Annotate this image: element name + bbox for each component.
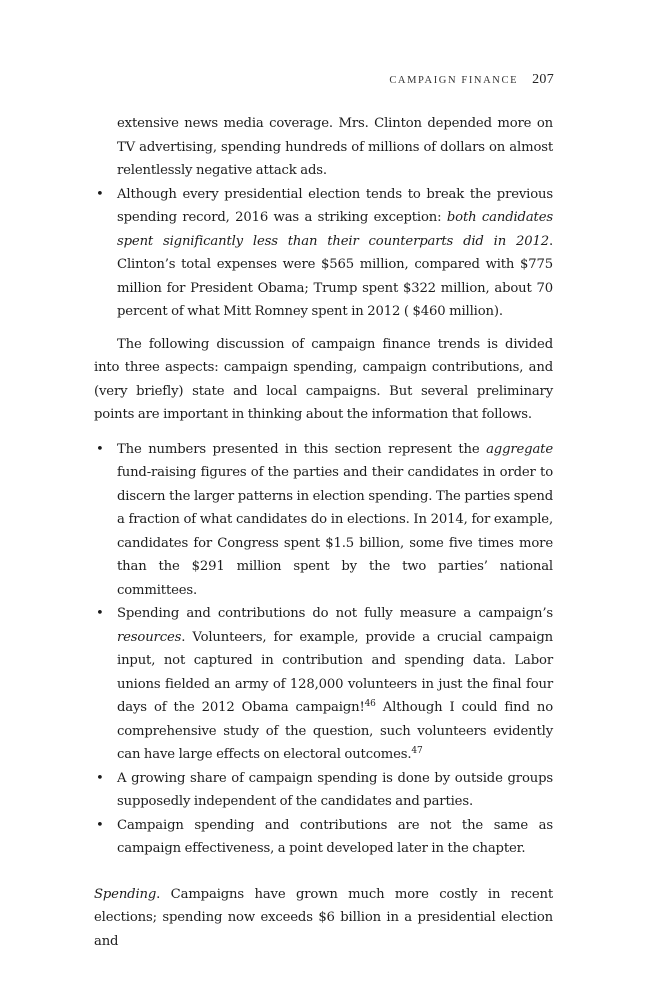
running-head-title: CAMPAIGN FINANCE [389, 75, 519, 86]
bullet-marker: • [96, 186, 104, 202]
footnote-ref: 46 [364, 699, 376, 709]
bullet-item [94, 814, 553, 861]
bullet-marker: • [96, 441, 104, 457]
bullet-marker: • [96, 606, 104, 621]
bullet-marker: • [96, 817, 104, 833]
running-header [389, 70, 554, 88]
bullet-item [94, 183, 553, 324]
footnote-ref: 47 [411, 746, 423, 756]
emphasis-text: resources [117, 629, 182, 645]
bullet-item [94, 438, 553, 603]
bullet-item [94, 767, 553, 814]
paragraph [94, 333, 553, 427]
paragraph [94, 883, 553, 954]
page-body [94, 112, 553, 953]
paragraph-text: extensive news media coverage. Mrs. Clinton depended more on TV advertising, spending hundreds of millions of dollars on almost relentlessly negative attack ads. [117, 116, 553, 178]
bullet-marker: • [96, 770, 104, 786]
bullet-text: A growing share of campaign spending is done by outside groups supposedly independent of the candidates and parties. [117, 770, 553, 809]
paragraph-continued [94, 112, 553, 183]
bullet-text: . Clinton’s total expenses were $565 million, compared with $775 million for President Obama; Trump spent $322 million, about 70 percent of what Mitt Romney spent in 2012 ( $460 million). [117, 233, 553, 319]
paragraph-text: . Campaigns have grown much more costly in recent elections; spending now exceeds $6 billion in a presidential election and [94, 886, 553, 949]
paragraph-text: The following discussion of campaign finance trends is divided into three aspects: campaign spending, campaign contributions, and (very briefly) state and local campaigns. But several preliminary points are important in thinking about the information that follows. [94, 336, 553, 422]
bullet-text: Although I could find no comprehensive study of the question, such volunteers evidently can have large effects on electoral outcomes. [117, 700, 553, 762]
emphasis-text: both candidates spent significantly less than their counterparts did in 2012 [117, 210, 553, 249]
bullet-text: Spending and contributions do not fully measure a campaign’s [117, 606, 553, 621]
bullet-text: fund-raising figures of the parties and their candidates in order to discern the larger patterns in election spending. The parties spend a fraction of what candidates do in elections. In 2014, for example, candidates for Congress spent $1.5 billion, some five times more than the $291 million spent by the two parties’ national committees. [117, 465, 553, 598]
bullet-text: . Volunteers, for example, provide a crucial campaign input, not captured in contribution and spending data. Labor unions fielded an army of 128,000 volunteers in just the final four days of the 2012 Obama campaign! [117, 629, 553, 715]
page-number: 207 [532, 72, 554, 87]
emphasis-text: aggregate [486, 441, 553, 457]
bullet-text: Campaign spending and contributions are not the same as campaign effectiveness, a point developed later in the chapter. [117, 817, 553, 856]
bullet-item [94, 602, 553, 767]
bullet-text: Although every presidential election tends to break the previous spending record, 2016 was a striking exception: [117, 186, 553, 225]
run-in-heading: Spending [94, 886, 157, 902]
bullet-text: The numbers presented in this section represent the [117, 441, 487, 457]
